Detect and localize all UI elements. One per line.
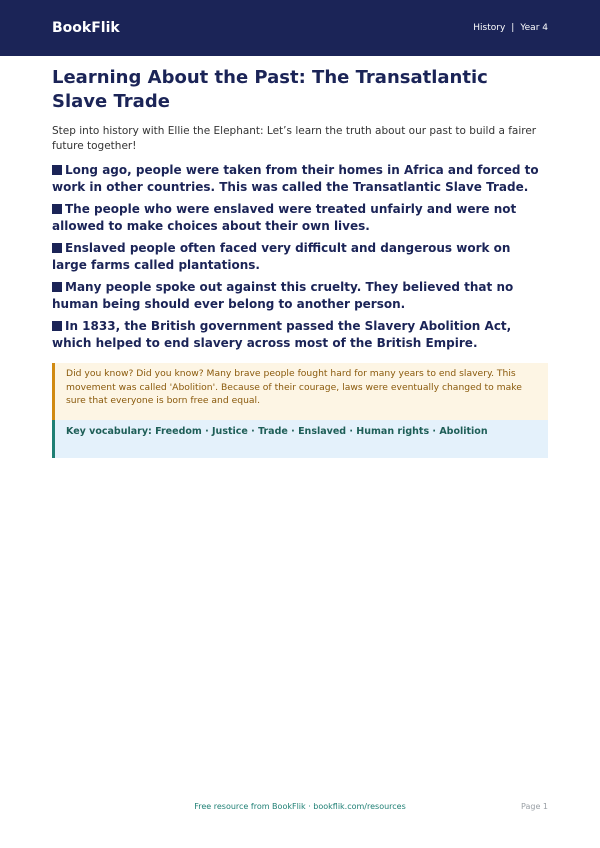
point-text: The people who were enslaved were treated unfairly and were not allowed to make choices about their own lives. xyxy=(52,202,517,233)
point-text: Enslaved people often faced very difficult and dangerous work on large farms called plantations. xyxy=(52,241,511,272)
square-bullet-icon xyxy=(52,282,62,292)
footer xyxy=(52,802,548,814)
list-item xyxy=(52,162,548,196)
key-vocabulary-box: Key vocabulary: Freedom · Justice · Trade · Enslaved · Human rights · Abolition xyxy=(52,420,548,458)
point-text: Many people spoke out against this cruelty. They believed that no human being should ever belong to another person. xyxy=(52,280,514,311)
list-item xyxy=(52,240,548,274)
main-content xyxy=(0,56,600,458)
year-label: Year 4 xyxy=(520,23,548,33)
key-points-list xyxy=(52,162,548,352)
did-you-know-callout: Did you know? Did you know? Many brave people fought hard for many years to end slavery. This movement was called 'Abolition'. Because of their courage, laws were eventually changed to make sure that everyone is born free and equal. xyxy=(52,363,548,420)
list-item xyxy=(52,279,548,313)
footer-resource-link[interactable]: Free resource from BookFlik · bookflik.com/resources xyxy=(194,802,406,811)
square-bullet-icon xyxy=(52,204,62,214)
list-item xyxy=(52,318,548,352)
header-bar xyxy=(0,0,600,56)
square-bullet-icon xyxy=(52,165,62,175)
meta-separator: | xyxy=(511,23,515,33)
page-number: Page 1 xyxy=(521,802,548,811)
point-text: Long ago, people were taken from their homes in Africa and forced to work in other countries. This was called the Transatlantic Slave Trade. xyxy=(52,163,539,194)
brand-logo-text[interactable]: BookFlik xyxy=(52,20,120,36)
page-title: Learning About the Past: The Transatlantic Slave Trade xyxy=(52,67,488,112)
header-meta xyxy=(473,23,548,33)
point-text: In 1833, the British government passed the Slavery Abolition Act, which helped to end slavery across most of the British Empire. xyxy=(52,319,512,350)
intro-text: Step into history with Ellie the Elephant: Let’s learn the truth about our past to build a fairer future together! xyxy=(52,125,537,152)
square-bullet-icon xyxy=(52,321,62,331)
square-bullet-icon xyxy=(52,243,62,253)
subject-label: History xyxy=(473,23,506,33)
list-item xyxy=(52,201,548,235)
